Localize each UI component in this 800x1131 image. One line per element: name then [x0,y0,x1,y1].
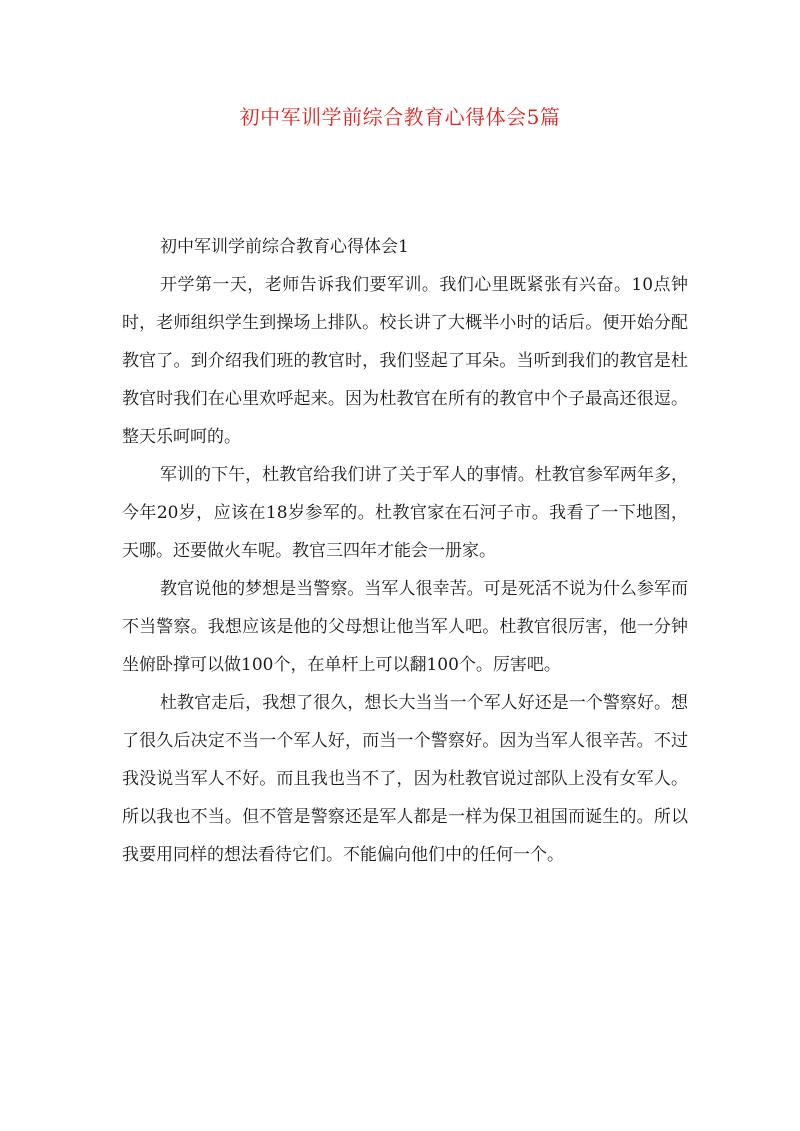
section-heading: 初中军训学前综合教育心得体会1 [160,237,409,257]
paragraph-3: 教官说他的梦想是当警察。当军人很幸苦。可是死活不说为什么参军而不当警察。我想应该是他的父母想让他当军人吧。杜教官很厉害，他一分钟坐俯卧撑可以做100个，在单杆上可以翻100个。厉害吧。 [122,579,688,675]
document-title: 初中军训学前综合教育心得体会5篇 [239,105,561,129]
paragraph-2: 军训的下午，杜教官给我们讲了关于军人的事情。杜教官参军两年多，今年20岁，应该在18岁参军的。杜教官家在石河子市。我看了一下地图，天哪。还要做火车呢。教官三四年才能会一册家。 [122,465,688,561]
document-body [122,228,688,874]
paragraph-4: 杜教官走后，我想了很久，想长大当当一个军人好还是一个警察好。想了很久后决定不当一个军人好，而当一个警察好。因为当军人很辛苦。不过我没说当军人不好。而且我也当不了，因为杜教官说过部队上没有女军人。所以我也不当。但不管是警察还是军人都是一样为保卫祖国而诞生的。所以我要用同样的想法看待它们。不能偏向他们中的任何一个。 [122,693,688,865]
paragraph-1: 开学第一天，老师告诉我们要军训。我们心里既紧张有兴奋。10点钟时，老师组织学生到操场上排队。校长讲了大概半小时的话后。便开始分配教官了。到介绍我们班的教官时，我们竖起了耳朵。当听到我们的教官是杜教官时我们在心里欢呼起来。因为杜教官在所有的教官中个子最高还很逗。整天乐呵呵的。 [122,275,688,447]
